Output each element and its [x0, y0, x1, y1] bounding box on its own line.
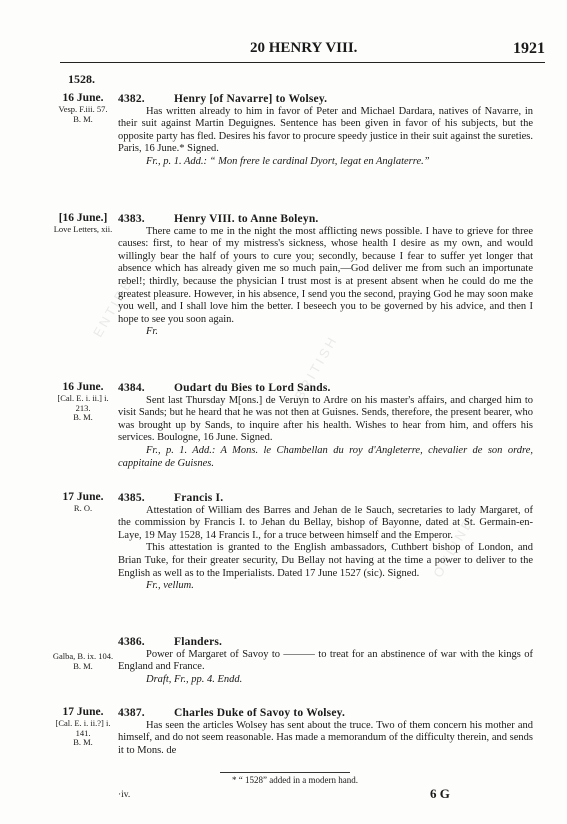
year-label: 1528. [68, 72, 95, 86]
entry-4385 [118, 492, 533, 593]
footnote-rule [220, 772, 350, 773]
entry-margin [52, 92, 114, 124]
entry-4384 [118, 382, 533, 470]
entry-text: Power of Margaret of Savoy to ——— to treat for an abstinence of war with the kings of England and France. [118, 648, 533, 673]
watermark-text-3: ONLINE [430, 514, 477, 581]
entry-text: Has seen the articles Wolsey has sent about the truce. Two of them concern his mother and himself, and do not seem reasonable. Has made a memorandum of the difficulty therein, and sends it to Mons. de [118, 719, 533, 756]
entry-note: Fr., vellum. [146, 580, 194, 592]
entry-location: B. M. [73, 113, 93, 124]
entry-text: Has written already to him in favor of Peter and Michael Dardara, natives of Navarre, in their suit against Martin Deguignes. Sentence has been given in favor of his subjects, but the opposite party has fled. Desires his favor to procure speedy justice in their suit against the sureties. Paris, 16 June.* Signed. [118, 105, 533, 155]
entry-source: Galba, B. ix. 104. [52, 651, 114, 661]
entry-source: R. O. [73, 503, 93, 513]
watermark-text-2: BRITISH [291, 332, 341, 403]
entry-date: [16 June.] [58, 212, 108, 224]
entry-4383 [118, 213, 533, 339]
entry-text: Sent last Thursday M[ons.] de Veruyn to Ardre on his master's affairs, and charged him to visit Sands; but he heard that he was not then at Guisnes. Sends, therefore, the present bearer, who was brought up by Sands, to inquire after his health. Wishes to hear from him, and offers his services. Boulogne, 16 June. Signed. [118, 394, 533, 444]
entry-4387 [118, 707, 533, 757]
entry-title: 4384. Oudart du Bies to Lord Sands. [118, 382, 331, 394]
entry-title: 4387. Charles Duke of Savoy to Wolsey. [118, 707, 346, 719]
entry-number: 4386. [118, 636, 145, 648]
entry-date: 17 June. [62, 491, 104, 503]
entry-margin [52, 491, 114, 514]
entry-note: Fr., p. 1. Add.: A Mons. le Chambellan du roy d'Angleterre, chevalier de son ordre, cappitaine de Guisnes. [118, 444, 533, 469]
entry-margin [52, 381, 114, 423]
footer-signature-left: ·iv. [118, 790, 131, 800]
entry-number: 4387. [118, 707, 145, 719]
entry-margin [52, 706, 114, 748]
entry-title: 4386. Flanders. [118, 636, 223, 648]
entry-source: Vesp. F.iii. 57. [58, 104, 108, 114]
entry-date: 16 June. [62, 92, 104, 104]
entry-source: [Cal. E. i. ii.?] i. 141. [55, 718, 111, 738]
entry-text: There came to me in the night the most afflicting news possible. I have to grieve for three causes: first, to hear of my mistress's sickness, whose health I desire as my own, and would willingly bear the half of yours to cure you; secondly, because I fear to suffer yet longer that absence which has already given me so much pain,—God deliver me from such an importunate rebel!; thirdly, because the physician I trust most is at present absent when he could do me the greatest pleasure. However, in his absence, I send you the second, praying God he may soon make you well, and I shall love him the better. I beseech you to be governed by his advice, and then I hope to see you soon again. [118, 225, 533, 325]
page-number: 1921 [513, 40, 545, 57]
entry-source: Love Letters, xii. [53, 224, 113, 234]
entry-location: B. M. [73, 737, 93, 747]
header-rule [60, 62, 545, 63]
entry-note: Fr., p. 1. Add.: “ Mon frere le cardinal Dyort, legat en Anglaterre.” [146, 155, 430, 167]
entry-date: 16 June. [62, 381, 104, 393]
entry-4386 [118, 636, 533, 686]
running-head: 20 HENRY VIII. [250, 40, 358, 56]
entry-location: B. M. [73, 412, 93, 422]
entry-title: 4382. Henry [of Navarre] to Wolsey. [118, 93, 328, 105]
entry-date: 17 June. [62, 706, 104, 718]
entry-location: B. M. [73, 660, 93, 671]
entry-note: Fr. [146, 326, 158, 338]
entry-number: 4383. [118, 213, 145, 225]
entry-title: 4383. Henry VIII. to Anne Boleyn. [118, 213, 319, 225]
entry-text: Attestation of William des Barres and Jehan de le Sauch, secretaries to lady Margaret, of the commission by Francis I. to Jehan du Bellay, bishop of Bayonne, dated at St. Germain-en-Laye, 19 May 1528, 14 Francis I., for a truce between himself and the Emperor. [118, 504, 533, 541]
entry-title: 4385. Francis I. [118, 492, 224, 504]
entry-source: [Cal. E. i. ii.] i. 213. [57, 393, 109, 413]
entry-4382 [118, 93, 533, 169]
footnote: * “ 1528” added in a modern hand. [232, 775, 358, 785]
entry-number: 4382. [118, 93, 145, 105]
entry-note: Draft, Fr., pp. 4. Endd. [146, 673, 243, 685]
entry-text-continued: This attestation is granted to the English ambassadors, Cuthbert bishop of London, and Brian Tuke, for their greater security, Du Bellay not having at the time a power to deliver to the English as well as to the Imperialists. Dated 17 June 1527 (sic). Signed. [118, 542, 533, 579]
entry-number: 4385. [118, 492, 145, 504]
entry-margin [52, 212, 114, 235]
entry-number: 4384. [118, 382, 145, 394]
footer-signature-right: 6 G [430, 786, 450, 801]
watermark-text-1: ENTIRE [89, 275, 136, 340]
entry-margin [52, 652, 114, 671]
